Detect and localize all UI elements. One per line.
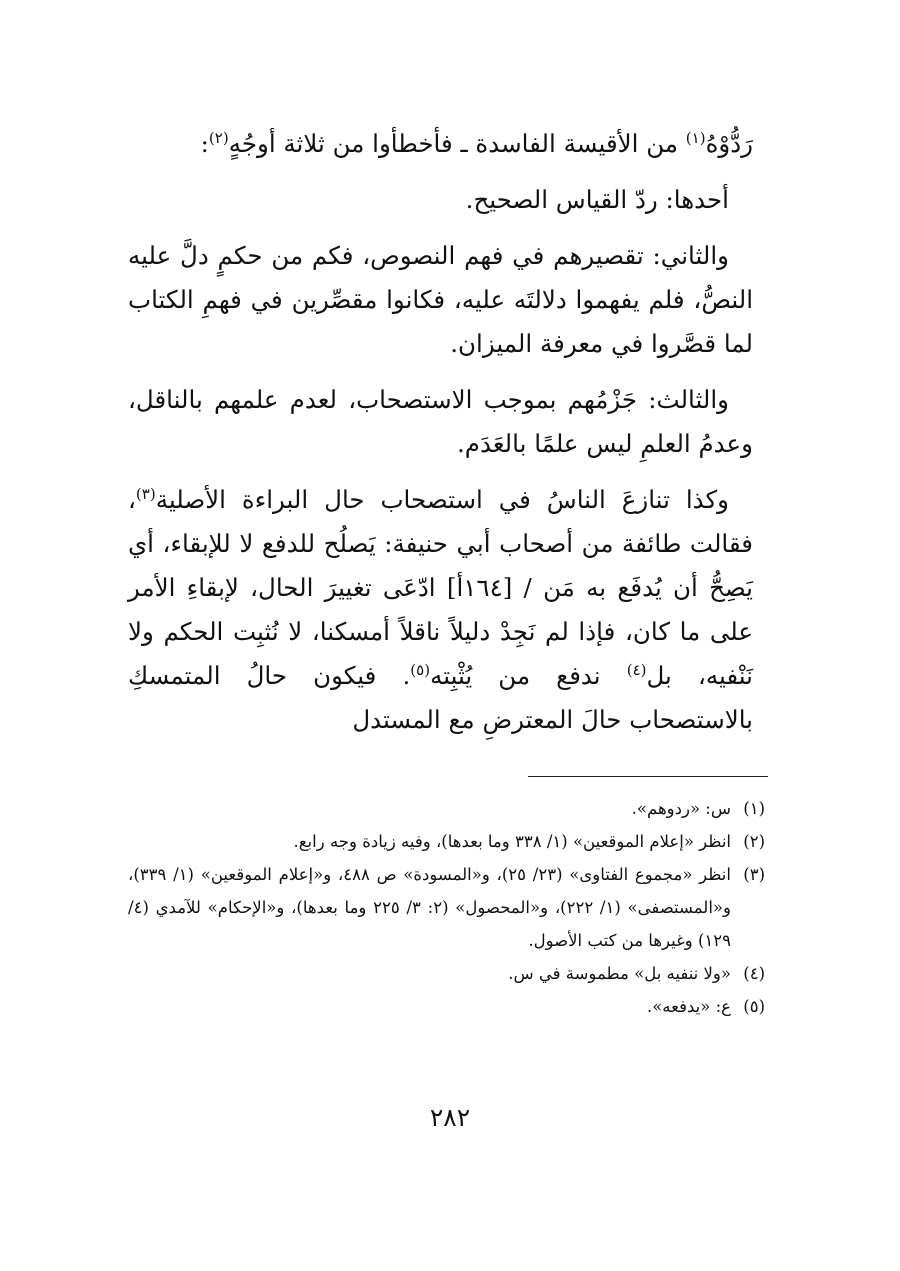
paragraph-second: والثاني: تقصيرهم في فهم النصوص، فكم من حكمٍ دلَّ عليه النصُّ، فلم يفهموا دلالتَه عليه، فكانوا مقصِّرين في فهمِ الكتاب لما قصَّروا في معرفة الميزان. bbox=[128, 241, 753, 358]
footnote-number: (٣) bbox=[743, 865, 765, 884]
main-text bbox=[128, 122, 753, 754]
footnote-ref-2[interactable]: (٢) bbox=[208, 128, 229, 147]
paragraph-first: أحدها: ردّ القياس الصحيح. bbox=[465, 185, 729, 214]
footnote-ref-4[interactable]: (٤) bbox=[626, 660, 647, 679]
footnote-ref-5[interactable]: (٥) bbox=[410, 660, 431, 679]
paragraph-fourth-part-a: وكذا تنازعَ الناسُ في استصحاب حال البراءة الأصلية bbox=[155, 485, 729, 514]
footnote-1 bbox=[128, 792, 765, 825]
footnote-ref-3[interactable]: (٣) bbox=[135, 484, 156, 503]
page-number: ٢٨٢ bbox=[429, 1103, 471, 1132]
footnote-text: انظر «إعلام الموقعين» (١/ ٣٣٨ وما بعدها)، وفيه زيادة وجه رابع. bbox=[293, 832, 731, 851]
footnote-2 bbox=[128, 825, 765, 858]
footnote-divider bbox=[528, 776, 768, 777]
footnote-number: (٥) bbox=[743, 997, 765, 1016]
footnote-number: (٢) bbox=[743, 832, 765, 851]
footnote-ref-1[interactable]: (١) bbox=[685, 128, 706, 147]
paragraph-fourth-part-c: ندفع من يُثْبِته bbox=[430, 661, 627, 690]
footnote-number: (١) bbox=[743, 799, 765, 818]
opening-line bbox=[128, 122, 753, 166]
paragraph-fourth-part-d: . فيكون حالُ المتمسكِ بالاستصحاب حالَ المعترضِ مع المستدل bbox=[128, 661, 753, 734]
footnote-5 bbox=[128, 990, 765, 1023]
paragraph-third: والثالث: جَزْمُهم بموجب الاستصحاب، لعدم علمهم بالناقل، وعدمُ العلمِ ليس علمًا بالعَدَم. bbox=[128, 385, 753, 458]
paragraph-fourth bbox=[128, 478, 753, 742]
footnote-4 bbox=[128, 957, 765, 990]
footnotes bbox=[128, 792, 765, 1023]
opening-colon: : bbox=[200, 129, 209, 158]
footnote-text: ع: «يدفعه». bbox=[646, 997, 731, 1016]
opening-text: من الأقيسة الفاسدة ـ فأخطأوا من ثلاثة أوجُهٍ bbox=[228, 129, 686, 158]
footnote-3 bbox=[128, 858, 765, 957]
paragraph-fourth-part-b: ، فقالت طائفة من أصحاب أبي حنيفة: يَصلُح للدفع لا للإبقاء، أي يَصِحُّ أن يُدفَع به مَن / [١٦٤أ] ادّعَى تغييرَ الحال، لإبقاءِ الأمر على ما كان، فإذا لم نَجِدْ دليلاً ناقلاً أمسكنا، لا نُثبِت الحكم ولا نَنْفيه، بل bbox=[128, 485, 753, 690]
footnote-number: (٤) bbox=[743, 964, 765, 983]
footnote-text: انظر «مجموع الفتاوى» (٢٣/ ٢٥)، و«المسودة» ص ٤٨٨، و«إعلام الموقعين» (١/ ٣٣٩)، و«المستصفى» (١/ ٢٢٢)، و«المحصول» (٢: ٣/ ٢٢٥ وما بعدها)، و«الإحكام» للآمدي (٤/ ١٢٩) وغيرها من كتب الأصول. bbox=[128, 865, 731, 950]
opening-word: رَدُّوْهُ bbox=[705, 129, 753, 158]
footnote-text: س: «ردوهم». bbox=[631, 799, 731, 818]
footnote-text: «ولا ننفيه بل» مطموسة في س. bbox=[508, 964, 731, 983]
